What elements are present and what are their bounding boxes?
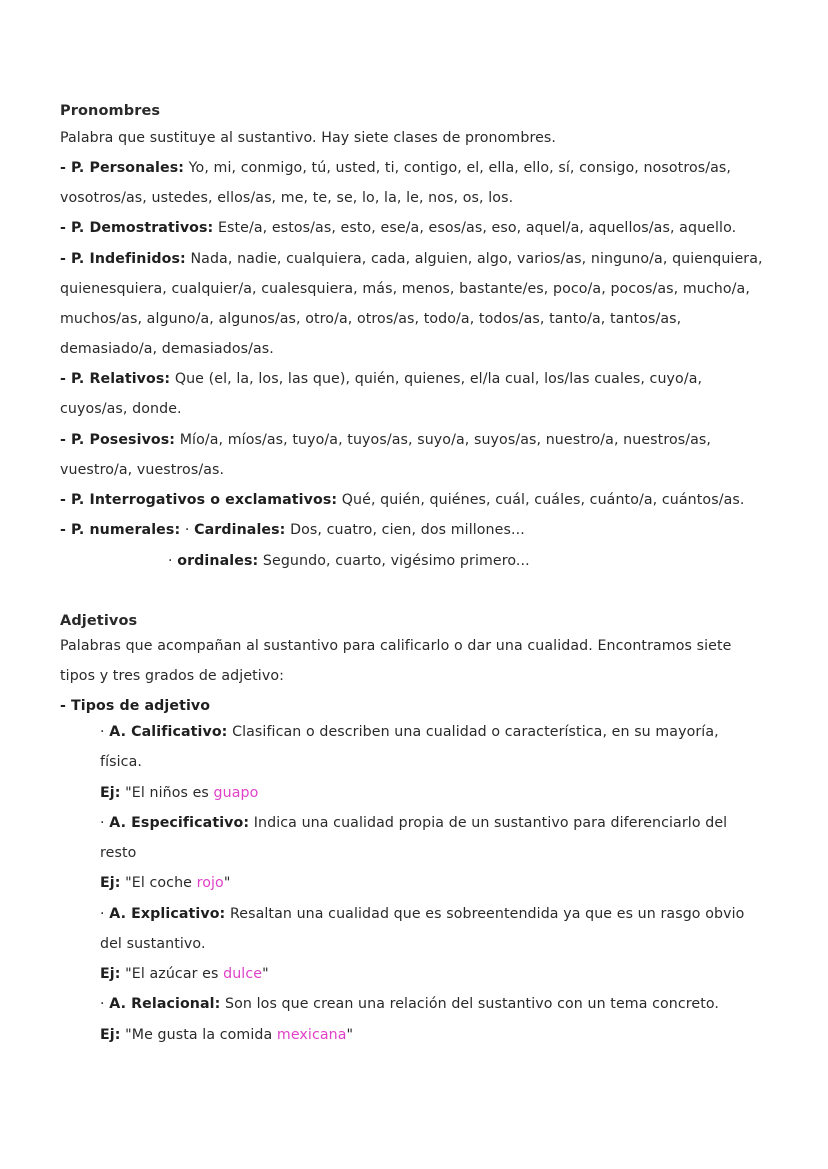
highlighted-adjective: guapo (213, 785, 259, 801)
section-title-pronombres: Pronombres (60, 103, 161, 119)
p-posesivos-line-1: - P. Posesivos: Mío/a, míos/as, tuyo/a, tuyos/as, suyo/a, suyos/as, nuestro/a, nuestros/as, (60, 432, 711, 448)
p-indefinidos-label: - P. Indefinidos: (60, 251, 186, 267)
a-calificativo-label: A. Calificativo: (109, 724, 228, 740)
highlighted-adjective: dulce (223, 966, 263, 982)
p-personales-line-2: vosotros/as, ustedes, ellos/as, me, te, se, lo, la, le, nos, os, los. (60, 190, 514, 206)
highlighted-adjective: mexicana (276, 1027, 347, 1043)
a-calificativo-example: Ej: "El niños es guapo (100, 785, 259, 801)
adjetivos-intro-2: tipos y tres grados de adjetivo: (60, 668, 285, 684)
a-calificativo-line-1: · A. Calificativo: Clasifican o describen una cualidad o característica, en su mayoría, (100, 724, 719, 740)
pronombres-intro: Palabra que sustituye al sustantivo. Hay siete clases de pronombres. (60, 130, 557, 146)
p-numerales-line: - P. numerales: · Cardinales: Dos, cuatro, cien, dos millones... (60, 522, 525, 538)
p-relativos-label: - P. Relativos: (60, 371, 171, 387)
p-personales-line-1: - P. Personales: Yo, mi, conmigo, tú, usted, ti, contigo, el, ella, ello, sí, consigo, nosotros/as, (60, 160, 732, 176)
p-interrogativos-label: - P. Interrogativos o exclamativos: (60, 492, 338, 508)
p-indefinidos-line-2: quienesquiera, cualquier/a, cualesquiera, más, menos, bastante/es, poco/a, pocos/as, mucho/a, (60, 281, 750, 297)
highlighted-adjective: rojo (196, 875, 224, 891)
p-relativos-line-2: cuyos/as, donde. (60, 401, 182, 417)
p-personales-label: - P. Personales: (60, 160, 185, 176)
p-numerales-label: - P. numerales: (60, 522, 181, 538)
a-explicativo-line-2: del sustantivo. (100, 936, 206, 952)
a-explicativo-example: Ej: "El azúcar es dulce" (100, 966, 269, 982)
p-interrogativos-line: - P. Interrogativos o exclamativos: Qué, quién, quiénes, cuál, cuáles, cuánto/a, cuántos/as. (60, 492, 745, 508)
adjetivos-intro-1: Palabras que acompañan al sustantivo para calificarlo o dar una cualidad. Encontramos siete (60, 638, 732, 654)
p-posesivos-line-2: vuestro/a, vuestros/as. (60, 462, 225, 478)
a-especificativo-label: A. Especificativo: (109, 815, 250, 831)
a-explicativo-label: A. Explicativo: (109, 906, 226, 922)
ordinales-label: ordinales: (177, 553, 259, 569)
p-relativos-line-1: - P. Relativos: Que (el, la, los, las que), quién, quienes, el/la cual, los/las cuales, cuyo/a, (60, 371, 703, 387)
p-indefinidos-line-4: demasiado/a, demasiados/as. (60, 341, 274, 357)
a-especificativo-example: Ej: "El coche rojo" (100, 875, 231, 891)
a-relacional-example: Ej: "Me gusta la comida mexicana" (100, 1027, 354, 1043)
a-relacional-line-1: · A. Relacional: Son los que crean una relación del sustantivo con un tema concreto. (100, 996, 720, 1012)
a-especificativo-line-1: · A. Especificativo: Indica una cualidad propia de un sustantivo para diferenciarlo del (100, 815, 728, 831)
a-relacional-label: A. Relacional: (109, 996, 221, 1012)
p-indefinidos-line-1: - P. Indefinidos: Nada, nadie, cualquiera, cada, alguien, algo, varios/as, ninguno/a, quienquiera, (60, 251, 763, 267)
section-title-adjetivos: Adjetivos (60, 613, 138, 629)
p-indefinidos-line-3: muchos/as, alguno/a, algunos/as, otro/a, otros/as, todo/a, todos/as, tanto/a, tantos/as, (60, 311, 682, 327)
p-demostrativos-line: - P. Demostrativos: Este/a, estos/as, esto, ese/a, esos/as, eso, aquel/a, aquellos/as, aquello. (60, 220, 737, 236)
p-ordinales-line: · ordinales: Segundo, cuarto, vigésimo primero... (168, 553, 530, 569)
tipos-de-adjetivo-heading: - Tipos de adjetivo (60, 698, 211, 714)
a-calificativo-line-2: física. (100, 754, 142, 770)
p-posesivos-label: - P. Posesivos: (60, 432, 176, 448)
cardinales-label: Cardinales: (194, 522, 286, 538)
p-demostrativos-label: - P. Demostrativos: (60, 220, 214, 236)
a-explicativo-line-1: · A. Explicativo: Resaltan una cualidad que es sobreentendida ya que es un rasgo obvio (100, 906, 745, 922)
a-especificativo-line-2: resto (100, 845, 137, 861)
